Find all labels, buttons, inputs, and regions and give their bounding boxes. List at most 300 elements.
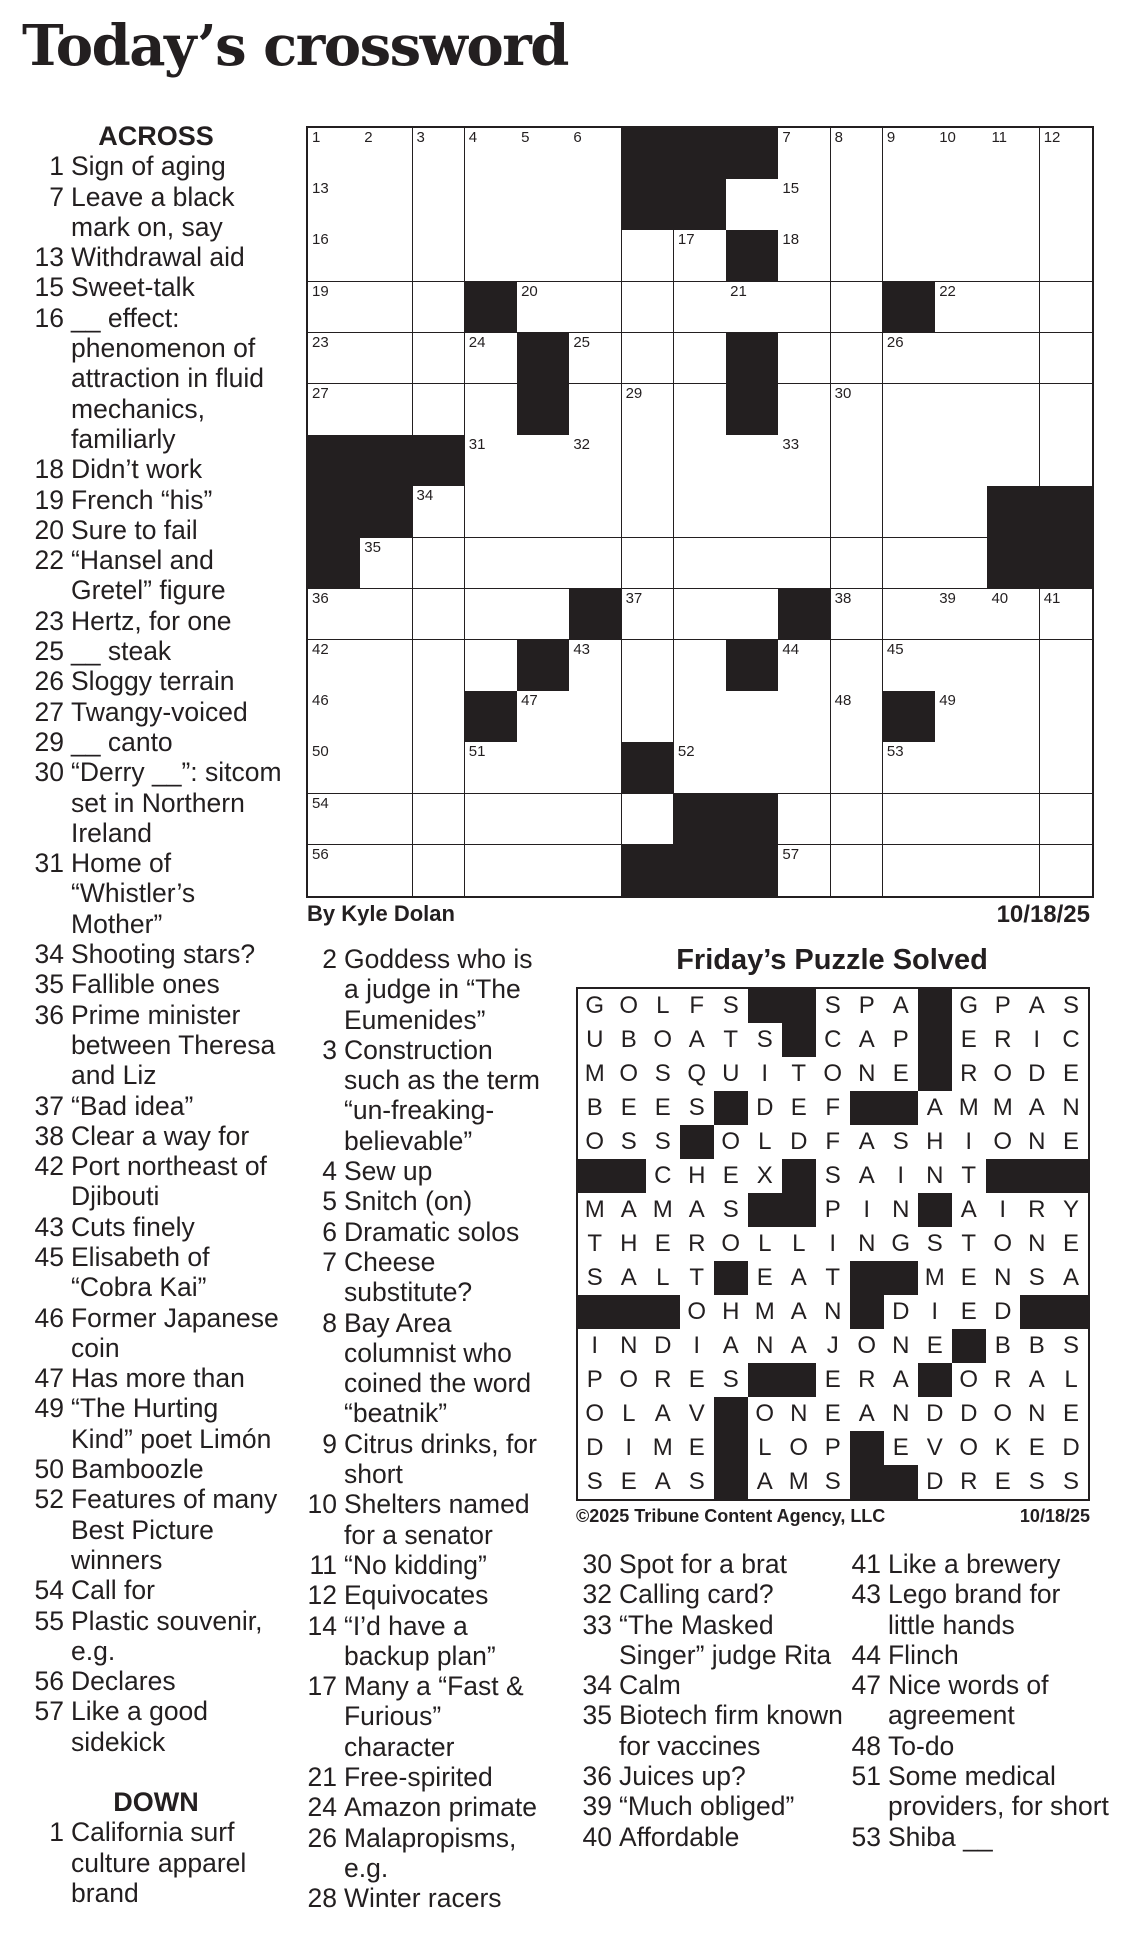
cell-letter: N [892, 1399, 910, 1427]
grid-cell[interactable] [831, 333, 884, 385]
grid-cell[interactable] [1040, 589, 1092, 641]
grid-cell[interactable] [308, 128, 361, 180]
down-clue-list-2 [300, 944, 545, 1914]
grid-cell [850, 1023, 885, 1058]
grid-cell[interactable] [360, 282, 413, 334]
grid-cell [578, 1397, 613, 1432]
cell-letter: D [790, 1127, 808, 1155]
cell-number: 39 [939, 589, 956, 607]
grid-cell[interactable] [935, 282, 988, 334]
clue-number: 7 [49, 181, 64, 212]
grid-cell[interactable] [308, 384, 361, 436]
clue-text: Leave a black mark on, say [71, 181, 235, 242]
grid-cell [952, 1159, 987, 1194]
grid-cell [612, 1329, 647, 1364]
cell-number: 4 [468, 129, 478, 146]
grid-cell[interactable] [413, 333, 466, 385]
grid-cell [612, 1227, 647, 1262]
clue-number: 55 [34, 1605, 64, 1636]
grid-cell[interactable] [883, 128, 936, 180]
grid-cell[interactable] [413, 640, 466, 692]
grid-cell[interactable] [831, 538, 884, 590]
grid-cell[interactable] [465, 230, 518, 282]
cell-letter: D [926, 1468, 944, 1495]
grid-cell[interactable] [360, 794, 413, 846]
grid-cell[interactable] [831, 691, 884, 743]
grid-cell[interactable] [569, 282, 622, 334]
grid-cell[interactable] [413, 589, 466, 641]
grid-cell[interactable] [778, 179, 831, 231]
grid-cell[interactable] [778, 538, 831, 590]
grid-cell[interactable] [778, 640, 831, 692]
cell-number: 47 [521, 692, 538, 710]
cell-letter: F [689, 991, 705, 1019]
grid-cell[interactable] [308, 691, 361, 743]
grid-cell[interactable] [1040, 230, 1092, 282]
page-title: Today’s crossword [22, 13, 568, 79]
grid-cell[interactable] [726, 742, 779, 794]
black-square [726, 384, 779, 436]
cell-number: 23 [312, 333, 329, 351]
cell-letter: P [586, 1365, 603, 1393]
grid-cell[interactable] [1040, 435, 1092, 487]
grid-cell[interactable] [622, 230, 675, 282]
grid-cell[interactable] [674, 640, 727, 692]
grid-cell[interactable] [935, 384, 988, 436]
grid-cell[interactable] [413, 845, 466, 896]
cell-letter: O [993, 1399, 1013, 1427]
grid-cell[interactable] [987, 589, 1040, 641]
grid-cell[interactable] [987, 691, 1040, 743]
grid-cell[interactable] [778, 845, 831, 896]
cell-letter: E [1062, 1399, 1079, 1427]
grid-cell[interactable] [517, 538, 570, 590]
grid-cell[interactable] [674, 742, 727, 794]
cell-letter: A [858, 1127, 875, 1155]
grid-cell[interactable] [517, 128, 570, 180]
cell-letter: L [656, 991, 670, 1019]
grid-cell [646, 1125, 681, 1160]
grid-cell[interactable] [726, 589, 779, 641]
black-square [884, 1465, 919, 1499]
grid-cell[interactable] [987, 742, 1040, 794]
grid-cell[interactable] [413, 282, 466, 334]
black-square [726, 230, 779, 282]
grid-cell[interactable] [517, 179, 570, 231]
grid-cell[interactable] [935, 179, 988, 231]
grid-cell[interactable] [987, 282, 1040, 334]
grid-cell[interactable] [778, 384, 831, 436]
grid-cell[interactable] [831, 230, 884, 282]
grid-cell[interactable] [831, 640, 884, 692]
grid-cell[interactable] [517, 230, 570, 282]
down-clue-list-4 [844, 1549, 1114, 1852]
grid-cell[interactable] [674, 282, 727, 334]
grid-cell[interactable] [883, 794, 936, 846]
clue-number: 15 [34, 272, 64, 303]
grid-cell[interactable] [1040, 179, 1092, 231]
grid-cell[interactable] [726, 691, 779, 743]
black-square [850, 1465, 885, 1499]
black-square [748, 1363, 783, 1398]
grid-cell[interactable] [465, 640, 518, 692]
cell-number: 22 [939, 282, 956, 300]
grid-cell[interactable] [569, 333, 622, 385]
grid-cell[interactable] [569, 486, 622, 538]
grid-cell[interactable] [465, 538, 518, 590]
grid-cell[interactable] [308, 742, 361, 794]
grid-cell[interactable] [778, 282, 831, 334]
grid-cell[interactable] [517, 486, 570, 538]
cell-letter: A [1062, 1263, 1079, 1291]
black-square [674, 128, 727, 180]
grid-cell[interactable] [360, 845, 413, 896]
grid-cell[interactable] [935, 128, 988, 180]
clue-item [30, 969, 282, 999]
grid-cell[interactable] [465, 435, 518, 487]
grid-cell [1054, 1397, 1088, 1432]
grid-cell[interactable] [569, 691, 622, 743]
grid-cell[interactable] [569, 538, 622, 590]
grid-cell[interactable] [308, 845, 361, 896]
cell-letter: S [1028, 1468, 1045, 1495]
grid-cell[interactable] [883, 486, 936, 538]
cell-letter: N [1028, 1229, 1046, 1257]
grid-cell[interactable] [517, 282, 570, 334]
black-square [622, 128, 675, 180]
grid-cell[interactable] [935, 230, 988, 282]
grid-cell[interactable] [1040, 333, 1092, 385]
grid-cell[interactable] [935, 742, 988, 794]
grid-cell[interactable] [360, 230, 413, 282]
grid-cell[interactable] [726, 282, 779, 334]
grid-cell[interactable] [413, 179, 466, 231]
grid-cell[interactable] [831, 486, 884, 538]
clue-item [30, 727, 282, 757]
grid-cell[interactable] [674, 384, 727, 436]
grid-cell[interactable] [883, 384, 936, 436]
grid-cell[interactable] [517, 794, 570, 846]
cell-letter: O [993, 1127, 1013, 1155]
grid-cell[interactable] [935, 435, 988, 487]
grid-cell[interactable] [987, 179, 1040, 231]
cell-letter: O [959, 1365, 979, 1393]
cell-letter: S [722, 991, 739, 1019]
cell-letter: E [756, 1263, 773, 1291]
grid-cell[interactable] [517, 845, 570, 896]
grid-cell[interactable] [883, 435, 936, 487]
grid-cell[interactable] [413, 486, 466, 538]
grid-cell [1054, 1023, 1088, 1058]
grid-cell[interactable] [987, 384, 1040, 436]
grid-cell[interactable] [308, 794, 361, 846]
grid-cell[interactable] [569, 794, 622, 846]
grid-cell [1020, 1465, 1055, 1499]
grid-cell[interactable] [308, 282, 361, 334]
grid-cell[interactable] [517, 435, 570, 487]
grid-cell[interactable] [622, 486, 675, 538]
grid-cell[interactable] [622, 691, 675, 743]
grid-cell[interactable] [778, 486, 831, 538]
grid-cell[interactable] [465, 486, 518, 538]
grid-cell[interactable] [465, 128, 518, 180]
cell-number: 21 [730, 282, 747, 300]
cell-letter: N [926, 1161, 944, 1189]
grid-cell[interactable] [831, 845, 884, 896]
cell-letter: E [1062, 1229, 1079, 1257]
grid-cell[interactable] [360, 179, 413, 231]
grid-cell[interactable] [465, 742, 518, 794]
cell-letter: O [721, 1127, 741, 1155]
grid-cell[interactable] [674, 435, 727, 487]
grid-cell [714, 1193, 749, 1228]
grid-cell [884, 1193, 919, 1228]
grid-cell[interactable] [674, 486, 727, 538]
grid-cell[interactable] [360, 333, 413, 385]
cell-letter: N [892, 1331, 910, 1359]
cell-number: 52 [677, 743, 695, 761]
cell-letter: I [761, 1059, 769, 1087]
grid-cell [680, 1091, 715, 1126]
cell-letter: D [654, 1331, 672, 1359]
clue-item [575, 1822, 845, 1852]
grid-cell[interactable] [883, 230, 936, 282]
clue-item [300, 1550, 545, 1580]
grid-cell[interactable] [778, 794, 831, 846]
black-square [569, 589, 622, 641]
grid-cell[interactable] [465, 333, 518, 385]
grid-cell[interactable] [465, 589, 518, 641]
grid-cell[interactable] [883, 589, 936, 641]
grid-cell[interactable] [1040, 845, 1092, 896]
grid-cell[interactable] [622, 589, 675, 641]
grid-cell[interactable] [569, 742, 622, 794]
clue-item [30, 1151, 282, 1212]
grid-cell[interactable] [778, 691, 831, 743]
cell-letter: I [931, 1297, 939, 1325]
grid-cell [714, 1159, 749, 1194]
grid-cell[interactable] [413, 538, 466, 590]
grid-cell[interactable] [935, 691, 988, 743]
grid-cell[interactable] [1040, 640, 1092, 692]
grid-cell [816, 1363, 851, 1398]
grid-cell[interactable] [569, 179, 622, 231]
black-square [883, 282, 936, 334]
cell-letter: J [826, 1331, 839, 1359]
grid-cell[interactable] [465, 794, 518, 846]
grid-cell[interactable] [413, 742, 466, 794]
clue-text: Declares [71, 1666, 176, 1697]
grid-cell[interactable] [778, 230, 831, 282]
grid-cell[interactable] [935, 333, 988, 385]
grid-cell[interactable] [360, 742, 413, 794]
grid-cell[interactable] [465, 384, 518, 436]
grid-cell[interactable] [935, 486, 988, 538]
grid-cell[interactable] [1040, 384, 1092, 436]
grid-cell[interactable] [517, 589, 570, 641]
clue-text: Has more than [71, 1363, 245, 1394]
cell-number: 37 [625, 589, 643, 607]
grid-cell[interactable] [883, 333, 936, 385]
grid-cell[interactable] [569, 845, 622, 896]
black-square [714, 1465, 749, 1499]
grid-cell[interactable] [778, 333, 831, 385]
grid-cell [850, 989, 885, 1024]
grid-cell[interactable] [622, 282, 675, 334]
grid-cell[interactable] [831, 742, 884, 794]
grid-cell[interactable] [935, 794, 988, 846]
grid-cell[interactable] [622, 384, 675, 436]
grid-cell[interactable] [413, 230, 466, 282]
grid-cell[interactable] [778, 128, 831, 180]
grid-cell[interactable] [987, 794, 1040, 846]
down-clue-column-3 [575, 1549, 845, 1852]
grid-cell[interactable] [987, 230, 1040, 282]
grid-cell[interactable] [883, 742, 936, 794]
cell-letter: L [758, 1127, 772, 1155]
grid-cell[interactable] [622, 640, 675, 692]
grid-cell[interactable] [778, 742, 831, 794]
grid-cell[interactable] [360, 128, 413, 180]
grid-cell[interactable] [308, 333, 361, 385]
grid-cell[interactable] [413, 691, 466, 743]
cell-letter: C [654, 1161, 672, 1189]
grid-cell[interactable] [831, 179, 884, 231]
black-square [622, 742, 675, 794]
clue-number: 10 [307, 1489, 337, 1520]
grid-cell[interactable] [831, 794, 884, 846]
grid-cell [884, 1295, 919, 1330]
black-square [782, 1193, 817, 1228]
grid-cell[interactable] [883, 845, 936, 896]
cell-letter: S [722, 1365, 739, 1393]
grid-cell[interactable] [308, 640, 361, 692]
grid-cell[interactable] [831, 384, 884, 436]
grid-cell[interactable] [517, 742, 570, 794]
grid-cell[interactable] [413, 128, 466, 180]
grid-cell[interactable] [935, 589, 988, 641]
cell-letter: E [824, 1365, 841, 1393]
grid-cell[interactable] [883, 538, 936, 590]
grid-cell[interactable] [883, 640, 936, 692]
grid-cell[interactable] [360, 538, 413, 590]
grid-cell[interactable] [674, 589, 727, 641]
grid-cell[interactable] [935, 640, 988, 692]
grid-cell[interactable] [569, 128, 622, 180]
grid-cell[interactable] [308, 179, 361, 231]
black-square [308, 538, 361, 590]
grid-cell[interactable] [726, 538, 779, 590]
cell-letter: L [758, 1229, 772, 1257]
grid-cell[interactable] [935, 538, 988, 590]
grid-cell[interactable] [413, 794, 466, 846]
grid-cell[interactable] [1040, 282, 1092, 334]
cell-letter: H [722, 1297, 740, 1325]
grid-cell[interactable] [465, 845, 518, 896]
cell-letter: D [960, 1399, 978, 1427]
grid-cell[interactable] [831, 128, 884, 180]
grid-cell [578, 1261, 613, 1296]
clue-number: 47 [34, 1363, 64, 1394]
clue-item [30, 1575, 282, 1605]
grid-cell[interactable] [465, 179, 518, 231]
cell-letter: E [892, 1059, 909, 1087]
grid-cell[interactable] [987, 128, 1040, 180]
grid-cell [986, 1397, 1021, 1432]
grid-cell [680, 1023, 715, 1058]
grid-cell[interactable] [726, 179, 779, 231]
clue-number: 16 [34, 302, 64, 333]
grid-cell[interactable] [622, 333, 675, 385]
grid-cell[interactable] [726, 486, 779, 538]
grid-cell[interactable] [1040, 691, 1092, 743]
grid-cell[interactable] [308, 230, 361, 282]
black-square [646, 1295, 681, 1330]
grid-cell[interactable] [360, 384, 413, 436]
clue-item [30, 151, 282, 181]
grid-cell[interactable] [987, 333, 1040, 385]
clue-number: 32 [582, 1579, 612, 1610]
cell-letter: G [959, 991, 979, 1019]
grid-cell[interactable] [674, 333, 727, 385]
grid-cell[interactable] [831, 435, 884, 487]
grid-cell[interactable] [622, 794, 675, 846]
clue-text: Port northeast of Djibouti [71, 1151, 267, 1212]
grid-cell[interactable] [674, 230, 727, 282]
grid-cell [748, 1091, 783, 1126]
grid-cell[interactable] [726, 435, 779, 487]
black-square [578, 1159, 613, 1194]
grid-cell[interactable] [308, 589, 361, 641]
grid-cell[interactable] [517, 691, 570, 743]
grid-cell[interactable] [935, 845, 988, 896]
grid-cell[interactable] [987, 435, 1040, 487]
grid-cell[interactable] [778, 435, 831, 487]
clue-text: Lego brand for little hands [888, 1579, 1061, 1640]
clue-item [300, 1580, 545, 1610]
grid-cell[interactable] [987, 640, 1040, 692]
grid-cell[interactable] [569, 435, 622, 487]
grid-cell[interactable] [1040, 128, 1092, 180]
grid-cell[interactable] [1040, 794, 1092, 846]
grid-cell[interactable] [831, 589, 884, 641]
clue-item [300, 1247, 545, 1308]
grid-cell[interactable] [569, 230, 622, 282]
grid-cell[interactable] [987, 845, 1040, 896]
cell-number: 43 [573, 641, 591, 658]
grid-cell [646, 1159, 681, 1194]
grid-cell[interactable] [674, 538, 727, 590]
grid-cell[interactable] [360, 589, 413, 641]
cell-letter: M [992, 1093, 1013, 1121]
grid-cell[interactable] [831, 282, 884, 334]
cell-letter: E [1028, 1433, 1045, 1461]
grid-cell[interactable] [674, 691, 727, 743]
grid-cell[interactable] [569, 640, 622, 692]
clue-number: 35 [34, 969, 64, 1000]
grid-cell[interactable] [1040, 742, 1092, 794]
cell-letter: O [619, 1365, 639, 1393]
grid-cell[interactable] [883, 179, 936, 231]
grid-cell[interactable] [569, 384, 622, 436]
cell-letter: G [585, 991, 605, 1019]
black-square [918, 989, 953, 1024]
grid-cell[interactable] [622, 538, 675, 590]
grid-cell[interactable] [622, 435, 675, 487]
grid-cell[interactable] [360, 691, 413, 743]
grid-cell[interactable] [413, 384, 466, 436]
grid-cell[interactable] [360, 640, 413, 692]
